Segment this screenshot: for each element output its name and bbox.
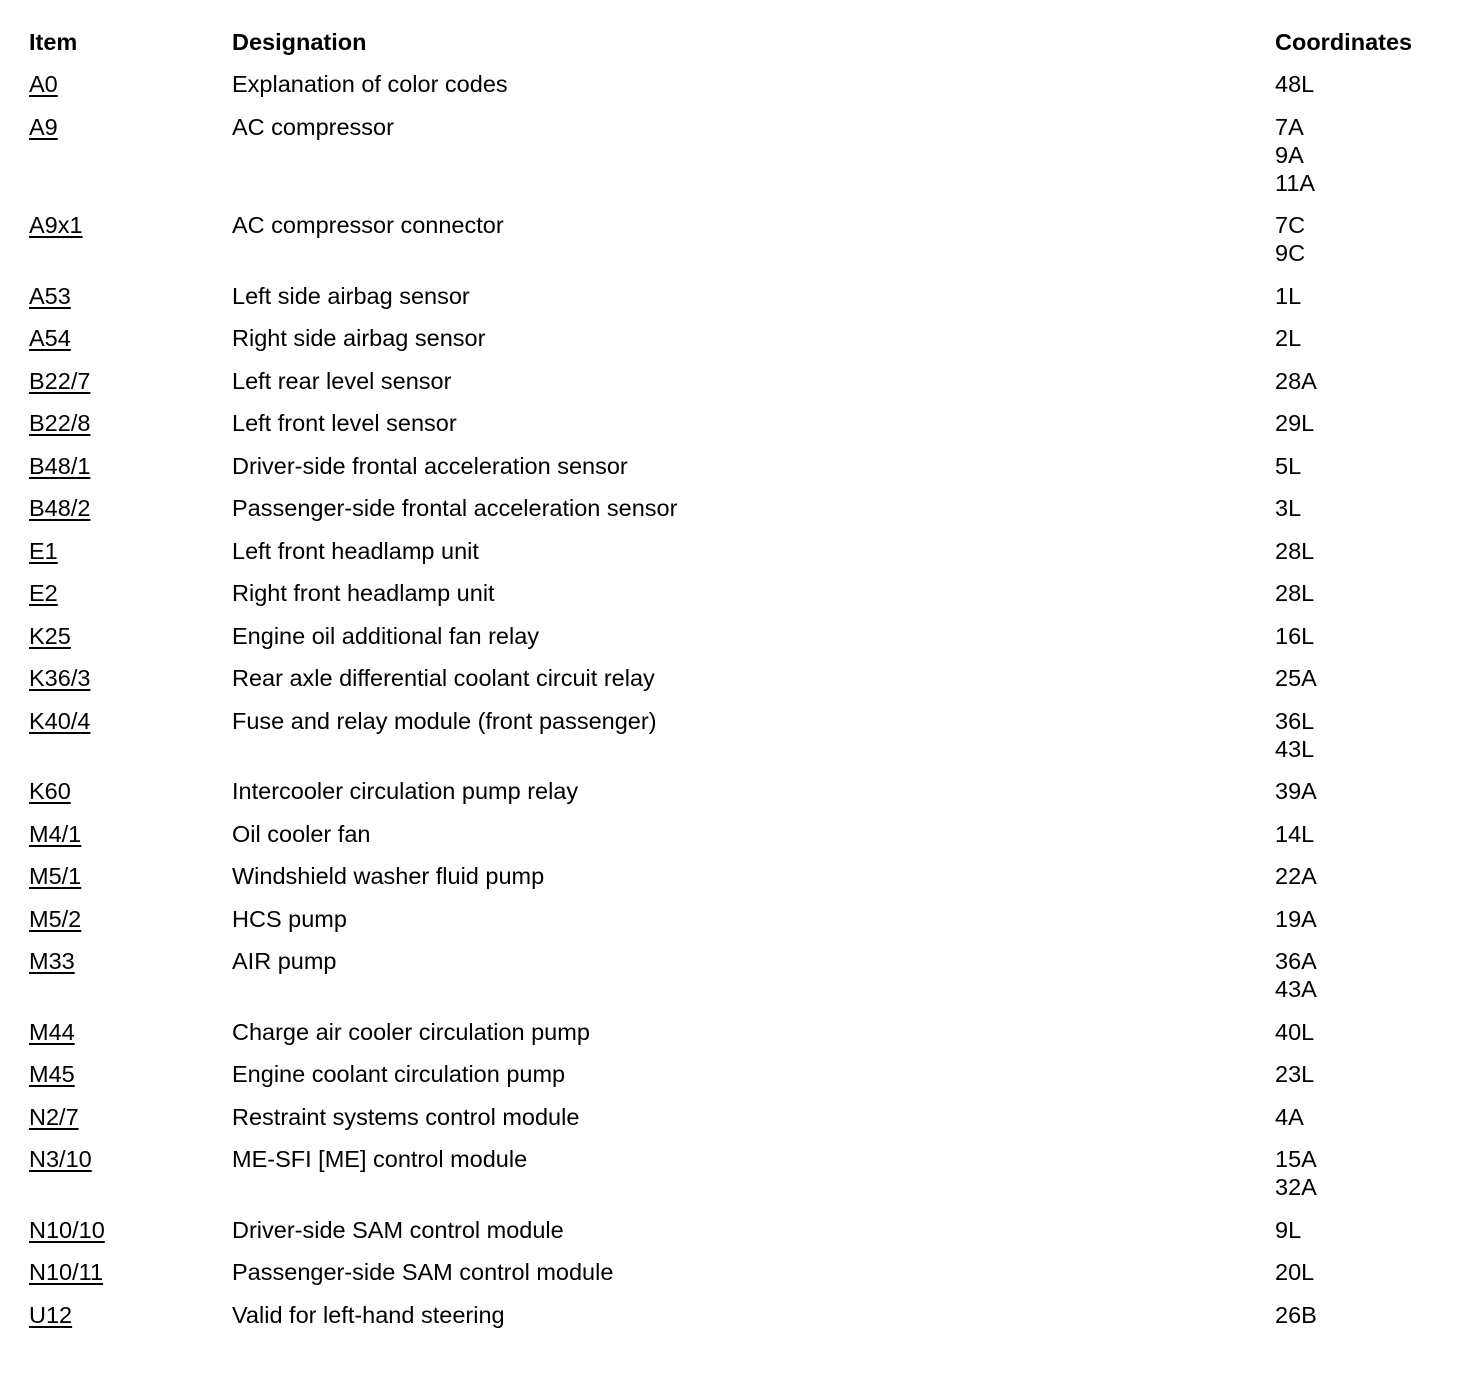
- coordinates-cell: [1275, 324, 1465, 367]
- table-row: [29, 947, 1465, 1018]
- column-header-item: Item: [29, 29, 78, 55]
- designation-cell: Windshield washer fluid pump: [232, 863, 545, 889]
- designation-cell: Oil cooler fan: [232, 820, 371, 847]
- table-row: [29, 211, 1465, 282]
- item-link[interactable]: B48/2: [29, 495, 91, 521]
- designation-cell: ME-SFI [ME] control module: [232, 1146, 528, 1172]
- item-link[interactable]: K40/4: [29, 707, 91, 734]
- table-row: [29, 409, 1465, 452]
- item-link[interactable]: M5/1: [29, 863, 82, 889]
- item-cell: [29, 367, 232, 410]
- item-link[interactable]: E1: [29, 537, 58, 564]
- designation-cell: Intercooler circulation pump relay: [232, 778, 579, 804]
- designation-cell: Rear axle differential coolant circuit relay: [232, 665, 655, 691]
- coordinates-cell: [1275, 1301, 1465, 1344]
- coordinate-value: 40L: [1275, 1018, 1315, 1045]
- coordinates-cell: [1275, 707, 1465, 778]
- coordinates-cell: [1275, 820, 1465, 863]
- coordinate-value: 9C: [1275, 240, 1306, 266]
- table-row: [29, 1216, 1465, 1259]
- designation-cell: Left side airbag sensor: [232, 282, 470, 309]
- item-link[interactable]: M45: [29, 1061, 75, 1087]
- coordinates-cell: [1275, 1216, 1465, 1259]
- coordinate-value: 28A: [1275, 367, 1317, 394]
- table-row: [29, 707, 1465, 778]
- coordinates-cell: [1275, 664, 1465, 707]
- item-cell: [29, 282, 232, 325]
- designation-cell: AC compressor connector: [232, 212, 504, 238]
- coordinates-cell: [1275, 537, 1465, 580]
- coordinates-cell: [1275, 211, 1465, 282]
- designation-cell: Charge air cooler circulation pump: [232, 1018, 590, 1045]
- table-row: [29, 1258, 1465, 1301]
- table-row: [29, 664, 1465, 707]
- item-link[interactable]: N3/10: [29, 1146, 92, 1172]
- designation-cell: AIR pump: [232, 948, 337, 974]
- table-row: [29, 452, 1465, 495]
- coordinate-value: 39A: [1275, 778, 1317, 804]
- item-cell: [29, 820, 232, 863]
- designation-cell: Fuse and relay module (front passenger): [232, 707, 657, 734]
- column-header-designation: Designation: [232, 29, 367, 55]
- item-link[interactable]: N10/11: [29, 1259, 104, 1285]
- coordinates-cell: [1275, 1103, 1465, 1146]
- item-link[interactable]: A9x1: [29, 212, 83, 238]
- table-row: [29, 579, 1465, 622]
- coordinates-cell: [1275, 622, 1465, 665]
- coordinate-value: 2L: [1275, 325, 1302, 351]
- item-link[interactable]: K25: [29, 622, 71, 649]
- component-legend-table: [29, 28, 1465, 1343]
- item-link[interactable]: K60: [29, 778, 71, 804]
- item-cell: [29, 1216, 232, 1259]
- table-row: [29, 1018, 1465, 1061]
- item-link[interactable]: M5/2: [29, 905, 82, 932]
- coordinate-value: 16L: [1275, 622, 1315, 649]
- table-header-row: [29, 28, 1465, 70]
- table-row: [29, 113, 1465, 212]
- designation-cell: Passenger-side frontal acceleration sensor: [232, 495, 678, 521]
- coordinates-cell: [1275, 905, 1465, 948]
- designation-cell: Restraint systems control module: [232, 1103, 580, 1130]
- item-link[interactable]: B48/1: [29, 452, 91, 479]
- coordinate-value: 23L: [1275, 1061, 1315, 1087]
- table-row: [29, 537, 1465, 580]
- table-row: [29, 1301, 1465, 1344]
- designation-cell: Passenger-side SAM control module: [232, 1259, 614, 1285]
- item-cell: [29, 113, 232, 212]
- coordinates-cell: [1275, 579, 1465, 622]
- coordinate-value: 26B: [1275, 1301, 1317, 1328]
- item-link[interactable]: U12: [29, 1301, 73, 1328]
- item-cell: [29, 579, 232, 622]
- table-row: [29, 777, 1465, 820]
- coordinate-value: 3L: [1275, 495, 1302, 521]
- designation-cell: Left front headlamp unit: [232, 537, 479, 564]
- designation-cell: Engine oil additional fan relay: [232, 622, 540, 649]
- coordinate-value: 11A: [1275, 169, 1316, 196]
- item-link[interactable]: M4/1: [29, 820, 82, 847]
- coordinate-value: 28L: [1275, 537, 1315, 564]
- table-row: [29, 622, 1465, 665]
- table-body: [29, 70, 1465, 1343]
- coordinate-value: 43L: [1275, 735, 1315, 762]
- coordinate-value: 43A: [1275, 976, 1317, 1002]
- coordinates-cell: [1275, 409, 1465, 452]
- item-link[interactable]: B22/7: [29, 367, 91, 394]
- coordinate-value: 7A: [1275, 113, 1304, 140]
- item-cell: [29, 1018, 232, 1061]
- coordinate-value: 22A: [1275, 863, 1317, 889]
- coordinates-cell: [1275, 1018, 1465, 1061]
- coordinate-value: 36L: [1275, 707, 1315, 734]
- designation-cell: Engine coolant circulation pump: [232, 1061, 566, 1087]
- designation-cell: Left front level sensor: [232, 410, 457, 436]
- item-cell: [29, 1258, 232, 1301]
- coordinate-value: 19A: [1275, 905, 1317, 932]
- coordinates-cell: [1275, 947, 1465, 1018]
- coordinates-cell: [1275, 1145, 1465, 1216]
- item-cell: [29, 664, 232, 707]
- coordinates-cell: [1275, 367, 1465, 410]
- designation-cell: Valid for left-hand steering: [232, 1301, 505, 1328]
- coordinate-value: 4A: [1275, 1103, 1304, 1130]
- item-cell: [29, 1060, 232, 1103]
- item-link[interactable]: A0: [29, 71, 58, 97]
- item-link[interactable]: K36/3: [29, 665, 91, 691]
- designation-cell: HCS pump: [232, 905, 347, 932]
- table-row: [29, 282, 1465, 325]
- item-cell: [29, 707, 232, 778]
- item-cell: [29, 409, 232, 452]
- coordinate-value: 7C: [1275, 212, 1306, 238]
- coordinate-value: 1L: [1275, 282, 1302, 309]
- item-link[interactable]: M44: [29, 1018, 75, 1045]
- item-link[interactable]: B22/8: [29, 410, 91, 436]
- designation-cell: Driver-side SAM control module: [232, 1216, 564, 1243]
- item-cell: [29, 622, 232, 665]
- item-cell: [29, 324, 232, 367]
- designation-cell: Right side airbag sensor: [232, 325, 486, 351]
- item-link[interactable]: E2: [29, 580, 58, 606]
- coordinate-value: 5L: [1275, 452, 1302, 479]
- designation-cell: Left rear level sensor: [232, 367, 452, 394]
- item-cell: [29, 452, 232, 495]
- coordinates-cell: [1275, 494, 1465, 537]
- coordinates-cell: [1275, 113, 1465, 212]
- item-cell: [29, 494, 232, 537]
- designation-cell: Driver-side frontal acceleration sensor: [232, 452, 628, 479]
- coordinate-value: 36A: [1275, 948, 1317, 974]
- item-link[interactable]: N10/10: [29, 1216, 105, 1243]
- item-link[interactable]: A9: [29, 113, 58, 140]
- designation-cell: Right front headlamp unit: [232, 580, 495, 606]
- item-cell: [29, 905, 232, 948]
- table-row: [29, 324, 1465, 367]
- item-cell: [29, 1301, 232, 1344]
- coordinate-value: 32A: [1275, 1174, 1317, 1200]
- table-row: [29, 367, 1465, 410]
- item-cell: [29, 947, 232, 1018]
- table-row: [29, 820, 1465, 863]
- designation-cell: Explanation of color codes: [232, 71, 508, 97]
- table-row: [29, 1145, 1465, 1216]
- coordinates-cell: [1275, 777, 1465, 820]
- coordinate-value: 20L: [1275, 1259, 1315, 1285]
- table-row: [29, 1103, 1465, 1146]
- coordinates-cell: [1275, 1060, 1465, 1103]
- table-row: [29, 494, 1465, 537]
- table-row: [29, 862, 1465, 905]
- table-row: [29, 905, 1465, 948]
- coordinates-cell: [1275, 282, 1465, 325]
- coordinate-value: 48L: [1275, 71, 1315, 97]
- coordinate-value: 9L: [1275, 1216, 1302, 1243]
- coordinates-cell: [1275, 862, 1465, 905]
- coordinates-cell: [1275, 70, 1465, 113]
- item-link[interactable]: A54: [29, 325, 71, 351]
- coordinate-value: 15A: [1275, 1146, 1317, 1172]
- coordinates-cell: [1275, 452, 1465, 495]
- item-cell: [29, 70, 232, 113]
- coordinate-value: 9A: [1275, 141, 1304, 168]
- item-link[interactable]: A53: [29, 282, 71, 309]
- item-cell: [29, 1103, 232, 1146]
- coordinate-value: 25A: [1275, 665, 1317, 691]
- item-cell: [29, 537, 232, 580]
- item-cell: [29, 211, 232, 282]
- designation-cell: AC compressor: [232, 113, 394, 140]
- item-link[interactable]: N2/7: [29, 1103, 79, 1130]
- table-row: [29, 1060, 1465, 1103]
- table-row: [29, 70, 1465, 113]
- item-cell: [29, 777, 232, 820]
- column-header-coordinates: Coordinates: [1275, 29, 1413, 55]
- coordinates-cell: [1275, 1258, 1465, 1301]
- item-link[interactable]: M33: [29, 948, 75, 974]
- item-cell: [29, 862, 232, 905]
- coordinate-value: 14L: [1275, 820, 1315, 847]
- coordinate-value: 29L: [1275, 410, 1315, 436]
- coordinate-value: 28L: [1275, 580, 1315, 606]
- item-cell: [29, 1145, 232, 1216]
